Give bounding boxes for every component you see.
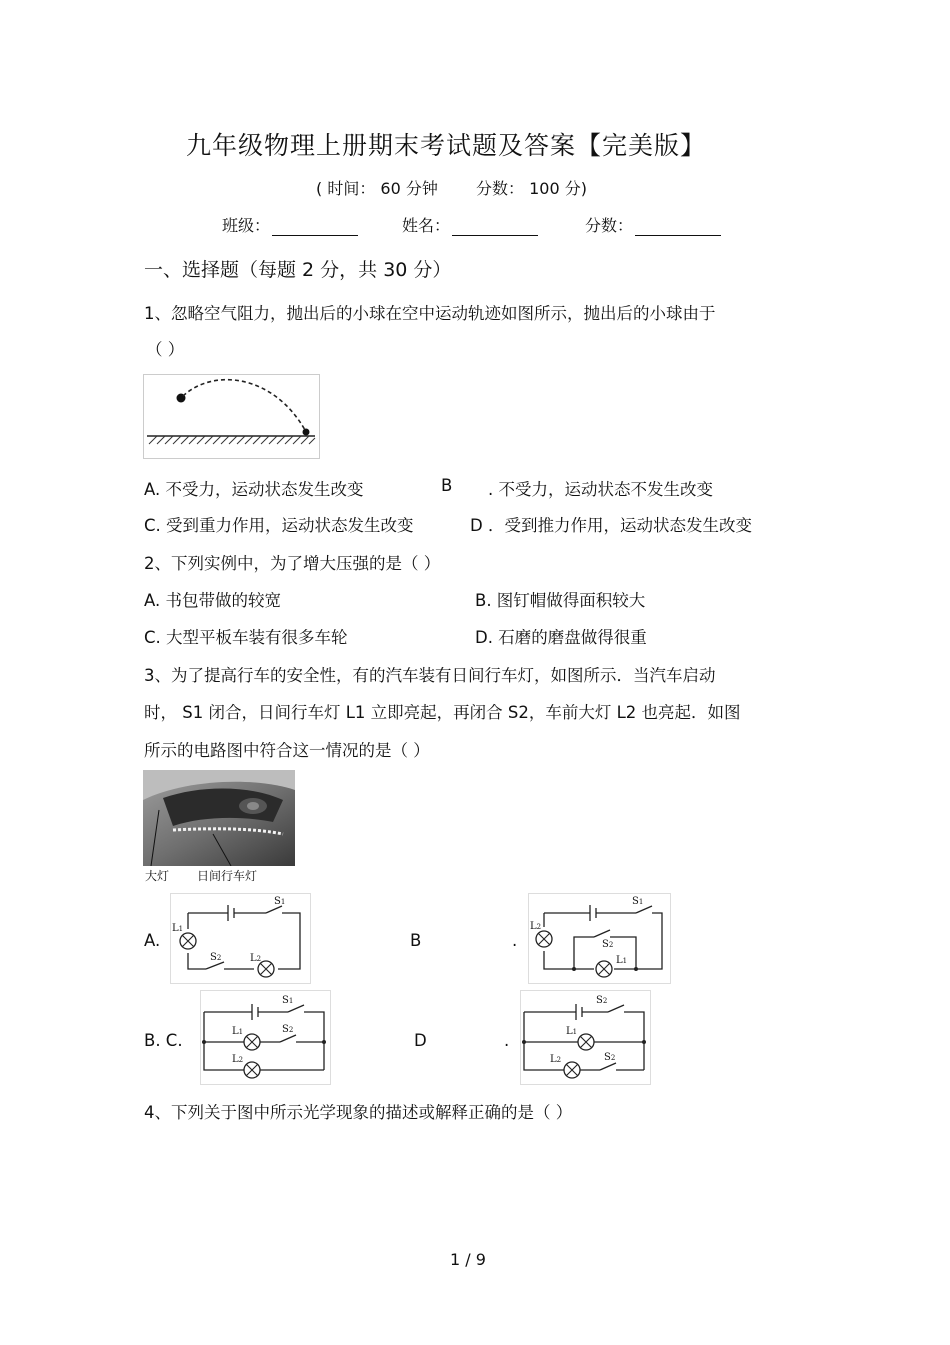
class-field (222, 213, 358, 236)
section-heading: 一、选择题（每题 2 分，共 30 分） (144, 259, 452, 281)
lamp-l1-label: L1 (566, 1026, 578, 1037)
lamp-l1 (244, 1034, 260, 1050)
q3-line-2: 时， S1 闭合，日间行车灯 L1 立即亮起，再闭合 S2，车前大灯 L2 也亮起．如图 (144, 703, 741, 722)
name-label: 姓名： (402, 216, 451, 235)
q3-option-bc-label[interactable]: B. C. (144, 1031, 183, 1050)
lamp-l2 (536, 931, 552, 947)
car-headlight-photo (143, 770, 295, 884)
class-label: 班级： (222, 216, 271, 235)
switch-s1-label: S1 (282, 995, 294, 1006)
q3-option-b-label[interactable]: B (410, 931, 422, 950)
page-number: 1 / 9 (450, 1250, 486, 1269)
q2-option-a[interactable]: A. 书包带做的较宽 (144, 591, 281, 610)
q2-option-c[interactable]: C. 大型平板车装有很多车轮 (144, 628, 348, 647)
q1-option-d[interactable]: D ．受到推力作用，运动状态发生改变 (470, 516, 752, 535)
q3-option-d-dot: . (504, 1031, 510, 1050)
name-blank[interactable] (452, 217, 538, 236)
switch-s2-label-bottom: S2 (604, 1052, 616, 1063)
q3-line-1: 3、为了提高行车的安全性，有的汽车装有日间行车灯，如图所示．当汽车启动 (144, 666, 716, 685)
score-label: 分数： (585, 216, 634, 235)
switch-s2-label-top: S2 (596, 995, 608, 1006)
q2-stem: 2、下列实例中，为了增大压强的是（ ） (144, 554, 441, 573)
q3-option-d-label[interactable]: D (414, 1031, 427, 1050)
switch-s2-label: S2 (282, 1024, 294, 1035)
exam-total-score: 分数： 100 分) (476, 179, 587, 198)
lamp-l1-label: L1 (616, 955, 628, 966)
page-title: 九年级物理上册期末考试题及答案【完美版】 (186, 131, 707, 160)
lamp-l2 (564, 1062, 580, 1078)
q2-option-b[interactable]: B. 图钉帽做得面积较大 (475, 591, 646, 610)
q1-paren: （ ） (146, 340, 185, 359)
q1-option-b-letter[interactable]: B (441, 476, 453, 495)
label-headlight: 大灯 (145, 869, 170, 883)
lamp-l2-label: L2 (250, 953, 262, 964)
circuit-b[interactable] (528, 893, 672, 985)
exam-time: ( 时间： 60 分钟 (316, 179, 438, 198)
lamp-l2-label: L2 (550, 1054, 562, 1065)
q2-option-d[interactable]: D. 石磨的磨盘做得很重 (475, 628, 647, 647)
q4-stem: 4、下列关于图中所示光学现象的描述或解释正确的是（ ） (144, 1103, 573, 1122)
score-field (585, 213, 721, 236)
lamp-l2 (258, 961, 274, 977)
name-field (402, 213, 538, 236)
q1-option-a[interactable]: A. 不受力，运动状态发生改变 (144, 480, 364, 499)
circuit-c[interactable] (200, 990, 332, 1086)
switch-s1-label: S1 (274, 896, 286, 907)
lamp-l1 (596, 961, 612, 977)
q3-option-a-label[interactable]: A. (144, 931, 161, 950)
lamp-l1 (180, 933, 196, 949)
q1-option-c[interactable]: C. 受到重力作用，运动状态发生改变 (144, 516, 414, 535)
q3-option-b-dot: . (512, 931, 518, 950)
ball-end (303, 429, 310, 436)
projectile-figure (143, 374, 321, 460)
q1-stem: 1、忽略空气阻力，抛出后的小球在空中运动轨迹如图所示，抛出后的小球由于 (144, 304, 716, 323)
lamp-l2-label: L2 (530, 921, 542, 932)
q1-option-b[interactable]: . 不受力，运动状态不发生改变 (488, 480, 713, 499)
lamp-l2-label: L2 (232, 1054, 244, 1065)
lamp-l1 (578, 1034, 594, 1050)
lamp-l1-label: L1 (172, 923, 184, 934)
label-daytime-light: 日间行车灯 (197, 869, 258, 883)
switch-s1-label: S1 (632, 896, 644, 907)
class-blank[interactable] (272, 217, 358, 236)
lamp-l2 (244, 1062, 260, 1078)
switch-s2-label: S2 (210, 952, 222, 963)
switch-s2-label: S2 (602, 939, 614, 950)
circuit-a[interactable] (170, 893, 312, 985)
circuit-d[interactable] (520, 990, 652, 1086)
q3-line-3: 所示的电路图中符合这一情况的是（ ） (144, 741, 430, 760)
score-blank[interactable] (635, 217, 721, 236)
lamp-l1-label: L1 (232, 1026, 244, 1037)
